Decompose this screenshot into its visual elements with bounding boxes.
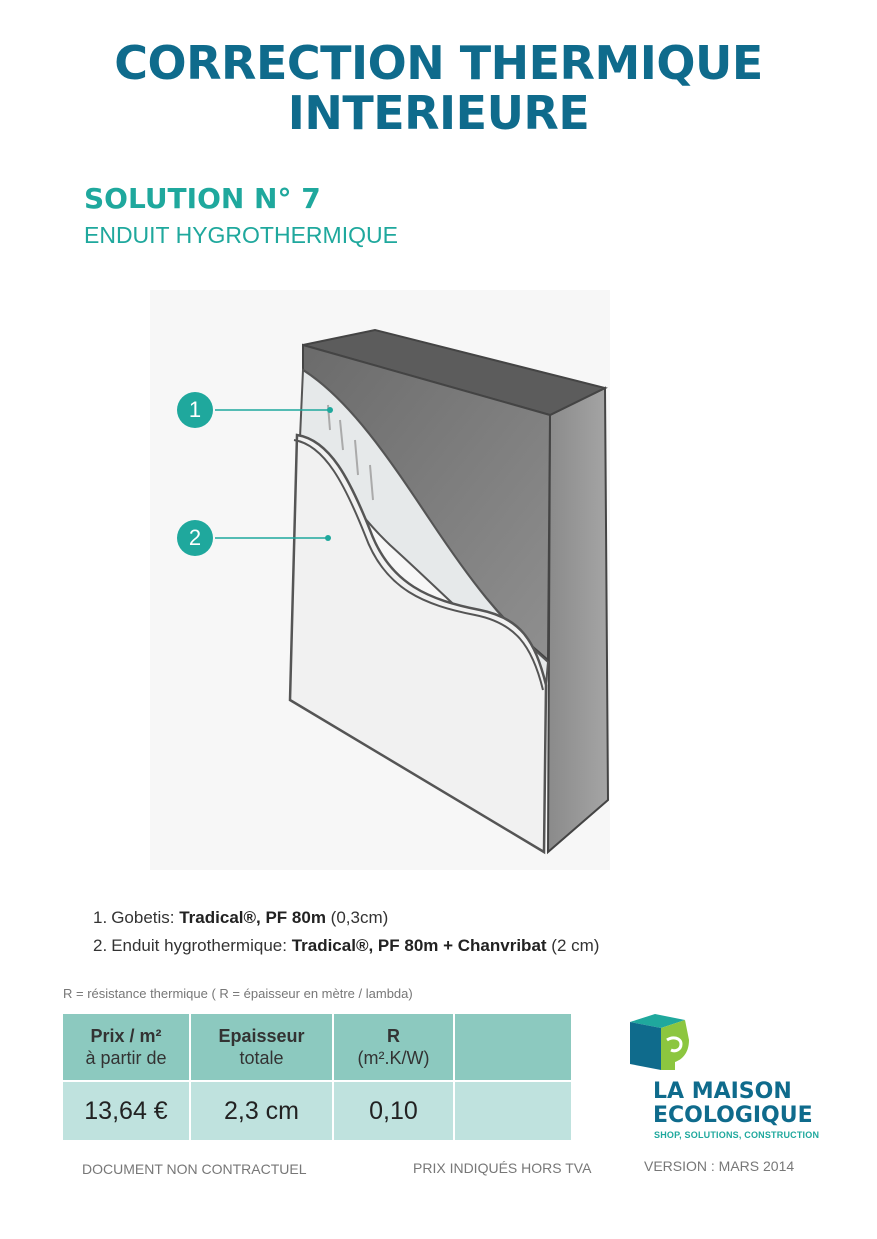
title-line-1: CORRECTION THERMIQUE — [114, 36, 763, 90]
solution-name: ENDUIT HYGROTHERMIQUE — [84, 222, 398, 248]
value-empty — [455, 1082, 571, 1140]
legend-product: Tradical®, PF 80m + Chanvribat — [291, 936, 547, 955]
legend-detail: (0,3cm) — [325, 908, 389, 927]
legend-number: 1. — [93, 908, 108, 927]
brand-name-line-2: ECOLOGIQUE — [653, 1103, 813, 1128]
legend-label: Enduit hygrothermique: — [111, 936, 292, 955]
header-sub: totale — [239, 1048, 284, 1068]
header-empty — [455, 1014, 571, 1080]
spec-table — [61, 1012, 573, 1142]
value-thickness: 2,3 cm — [191, 1082, 332, 1140]
footer-version: VERSION : MARS 2014 — [644, 1158, 795, 1174]
legend-item-2 — [93, 936, 599, 956]
brand-tagline: SHOP, SOLUTIONS, CONSTRUCTION — [654, 1130, 820, 1140]
page-title — [0, 38, 877, 138]
table-header-row — [63, 1014, 571, 1080]
value-price: 13,64 € — [63, 1082, 189, 1140]
legend-number: 2. — [93, 936, 108, 955]
legend-product: Tradical®, PF 80m — [179, 908, 326, 927]
header-sub: (m².K/W) — [357, 1048, 430, 1068]
header-r — [334, 1014, 453, 1080]
value-r: 0,10 — [334, 1082, 453, 1140]
title-line-2: INTERIEURE — [287, 86, 590, 140]
footer-disclaimer: DOCUMENT NON CONTRACTUEL — [82, 1161, 307, 1177]
brand-name-line-1: LA MAISON — [653, 1079, 792, 1104]
legend-detail: (2 cm) — [546, 936, 600, 955]
marker-2: 2 — [177, 520, 213, 556]
header-main: Prix / m² — [90, 1026, 162, 1046]
legend-item-1 — [93, 908, 388, 928]
header-thickness — [191, 1014, 332, 1080]
footer-price-note: PRIX INDIQUÉS HORS TVA — [413, 1160, 592, 1176]
header-main: Epaisseur — [218, 1026, 305, 1046]
header-price — [63, 1014, 189, 1080]
maison-ecologique-logo-icon — [625, 1010, 695, 1076]
header-main: R — [387, 1026, 400, 1046]
header-sub: à partir de — [85, 1048, 167, 1068]
r-definition-note: R = résistance thermique ( R = épaisseur en mètre / lambda) — [63, 986, 413, 1001]
solution-number: SOLUTION N° 7 — [84, 182, 321, 215]
marker-1: 1 — [177, 392, 213, 428]
table-row — [63, 1082, 571, 1140]
legend-label: Gobetis: — [111, 908, 180, 927]
wall-section-illustration — [140, 290, 620, 870]
